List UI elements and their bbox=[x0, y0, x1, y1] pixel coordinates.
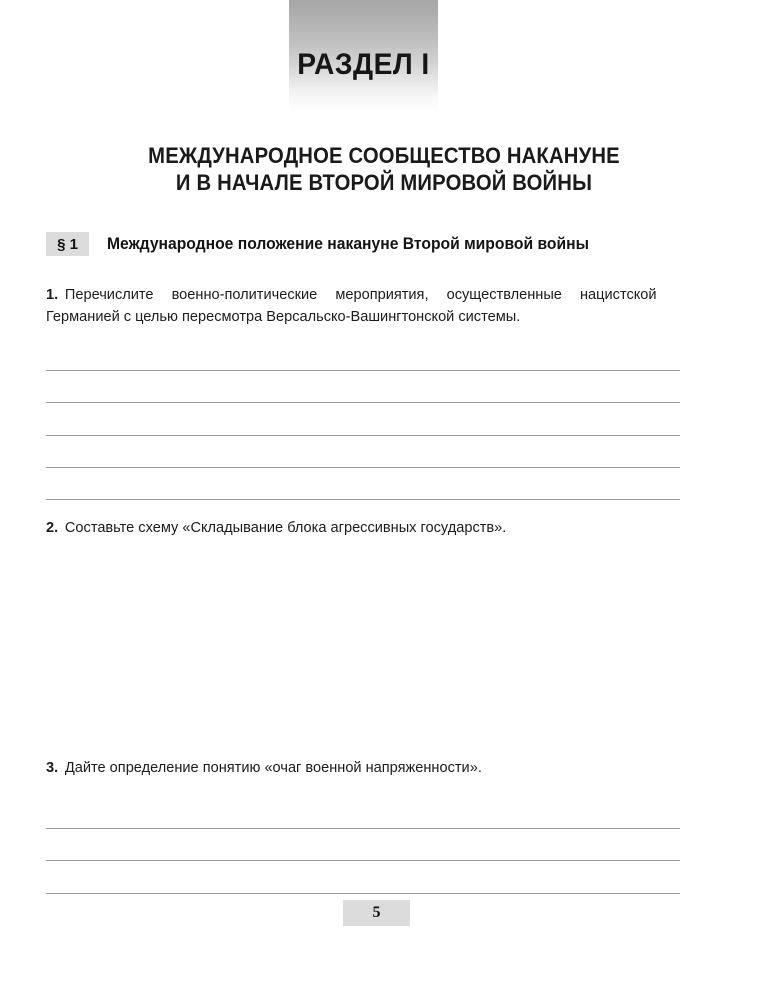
section-banner bbox=[289, 0, 438, 112]
question-1-number: 1. bbox=[46, 286, 59, 303]
answer-line[interactable] bbox=[46, 860, 680, 861]
question-3 bbox=[46, 757, 657, 779]
answer-line[interactable] bbox=[46, 499, 680, 500]
question-1-text: Перечислите военно-политические мероприятия, осуществленные нацистской Германией с целью пересмотра Версальско-Вашингтонской системы. bbox=[46, 286, 657, 325]
unit-title bbox=[92, 142, 675, 196]
question-2-text: Составьте схему «Складывание блока агрессивных государств». bbox=[64, 519, 507, 536]
answer-line[interactable] bbox=[46, 435, 680, 436]
question-2-number: 2. bbox=[46, 519, 59, 536]
page-number: 5 bbox=[343, 900, 410, 926]
paragraph-title: Международное положение накануне Второй мировой войны bbox=[107, 234, 589, 253]
question-2-blank-area[interactable] bbox=[46, 550, 680, 740]
unit-title-line-1: МЕЖДУНАРОДНОЕ СООБЩЕСТВО НАКАНУНЕ bbox=[148, 143, 620, 168]
unit-title-line-2: И В НАЧАЛЕ ВТОРОЙ МИРОВОЙ ВОЙНЫ bbox=[175, 170, 593, 195]
question-1 bbox=[46, 284, 657, 327]
answer-line[interactable] bbox=[46, 828, 680, 829]
answer-line[interactable] bbox=[46, 893, 680, 894]
section-banner-label: РАЗДЕЛ I bbox=[297, 48, 430, 81]
answer-line[interactable] bbox=[46, 402, 680, 403]
question-3-number: 3. bbox=[46, 759, 59, 776]
answer-line[interactable] bbox=[46, 467, 680, 468]
paragraph-number-chip: § 1 bbox=[46, 232, 89, 256]
paragraph-header bbox=[46, 231, 686, 257]
question-2 bbox=[46, 517, 657, 539]
answer-line[interactable] bbox=[46, 370, 680, 371]
question-3-text: Дайте определение понятию «очаг военной напряженности». bbox=[64, 759, 482, 776]
